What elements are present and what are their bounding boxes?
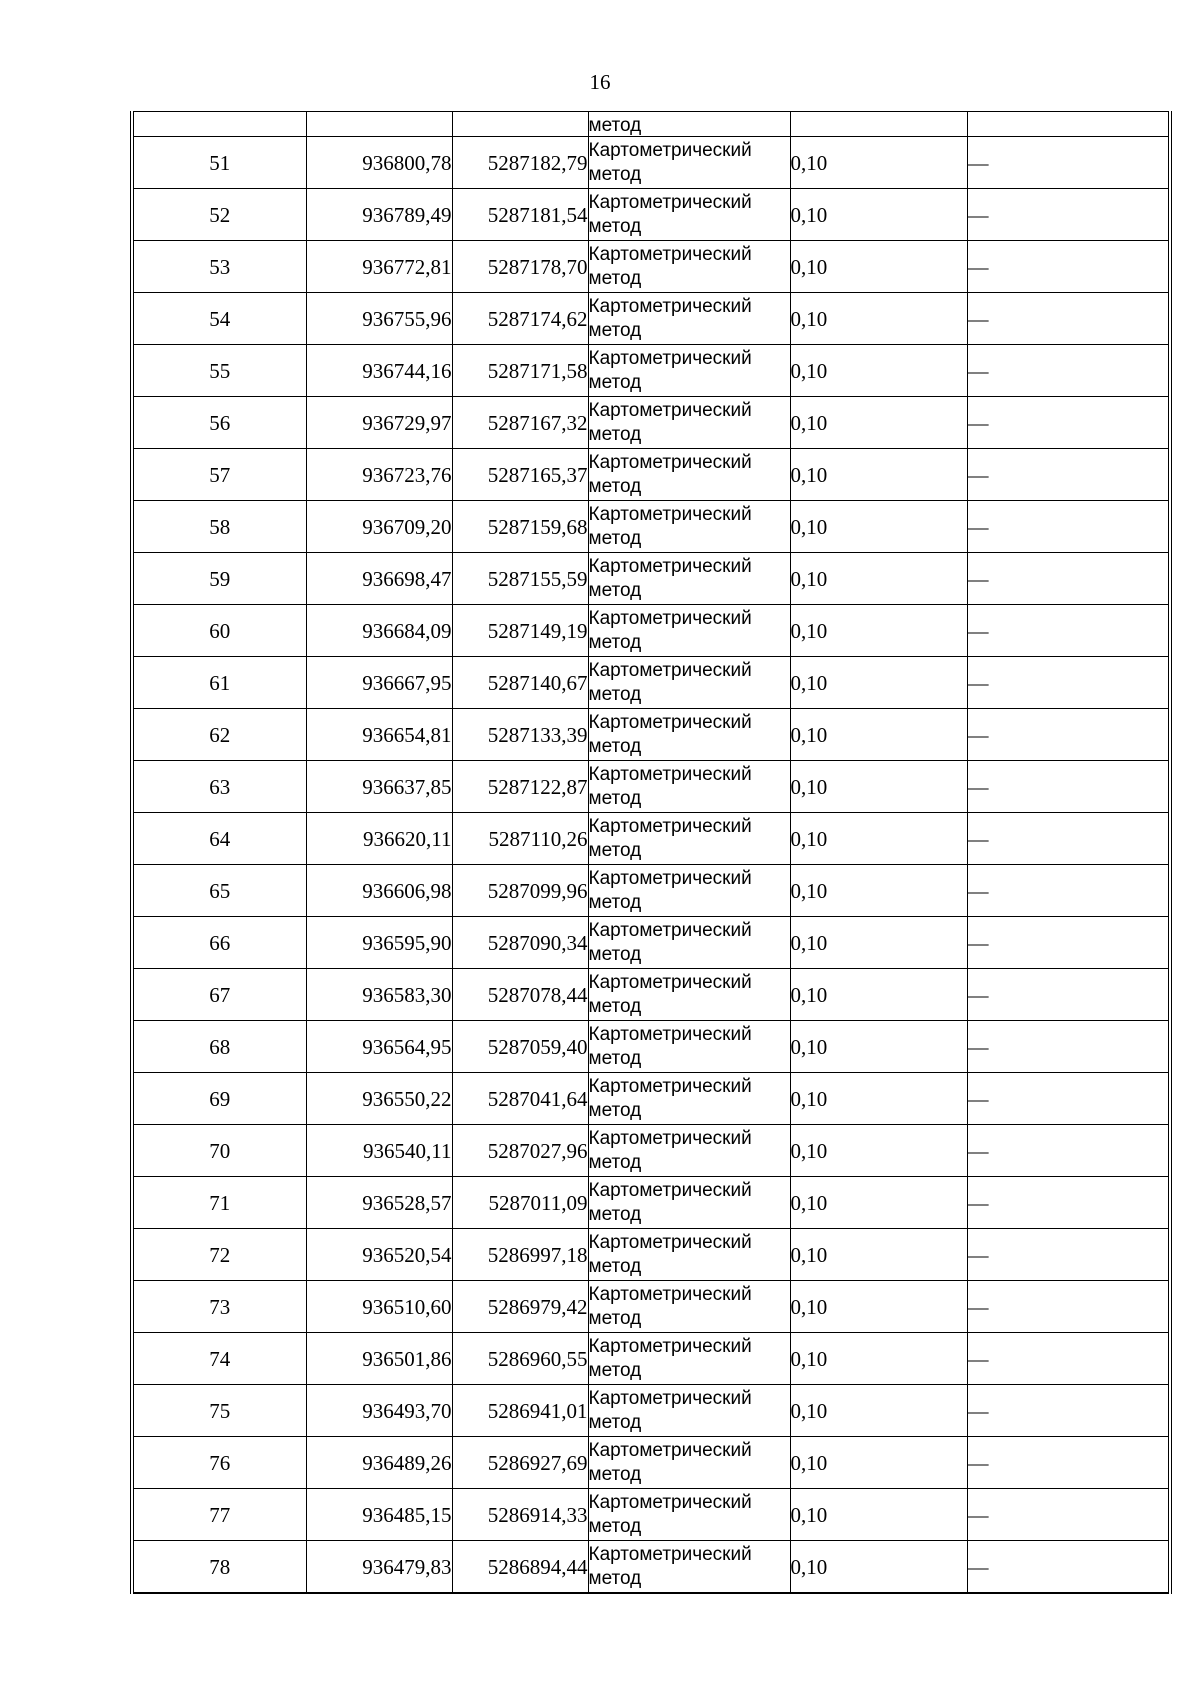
method-line-1: Картометрический	[588, 399, 752, 421]
cell-coordinate-x: 936723,76	[306, 449, 452, 501]
method-line-1: Картометрический	[588, 1439, 752, 1461]
cell-method	[588, 605, 790, 657]
cell-coordinate-x: 936772,81	[306, 241, 452, 293]
method-line-2: метод	[588, 1151, 642, 1173]
cell-coordinate-y: 5287090,34	[452, 917, 588, 969]
cell-point-number: 66	[132, 917, 306, 969]
method-line-1: Картометрический	[588, 1231, 752, 1253]
cell-coordinate-y: 5287099,96	[452, 865, 588, 917]
cell-point-number: 70	[132, 1125, 306, 1177]
cell-point-number: 62	[132, 709, 306, 761]
cell-coordinate-y: 5287149,19	[452, 605, 588, 657]
method-line-1: Картометрический	[588, 659, 752, 681]
cell-point-number: 73	[132, 1281, 306, 1333]
cell-point-number: 64	[132, 813, 306, 865]
method-line-1: Картометрический	[588, 347, 752, 369]
method-line-2: метод	[588, 1255, 642, 1277]
method-line-1: Картометрический	[588, 503, 752, 525]
cell-coordinate-x: 936564,95	[306, 1021, 452, 1073]
cell-precision: 0,10	[790, 761, 967, 813]
cell-precision: 0,10	[790, 1073, 967, 1125]
method-line-2: метод	[588, 1203, 642, 1225]
cell-coordinate-y: 5286914,33	[452, 1489, 588, 1541]
method-line-2: метод	[588, 475, 642, 497]
cell-point-number: 69	[132, 1073, 306, 1125]
cell-precision: 0,10	[790, 813, 967, 865]
method-line-1: Картометрический	[588, 815, 752, 837]
table-row	[132, 605, 1170, 657]
cell-coordinate-x: 936489,26	[306, 1437, 452, 1489]
cell-coordinate-x: 936800,78	[306, 137, 452, 189]
cell-precision: 0,10	[790, 657, 967, 709]
method-line-2: метод	[588, 423, 642, 445]
cell-coordinate-y: 5287165,37	[452, 449, 588, 501]
cell-method	[588, 1229, 790, 1281]
cell-point-number: 53	[132, 241, 306, 293]
cell-coordinate-x: 936684,09	[306, 605, 452, 657]
cell-precision: 0,10	[790, 917, 967, 969]
cell-coordinate-x: 936485,15	[306, 1489, 452, 1541]
cell-point-number: 68	[132, 1021, 306, 1073]
cell-precision: 0,10	[790, 1437, 967, 1489]
method-line-1: Картометрический	[588, 191, 752, 213]
method-line-1: Картометрический	[588, 1491, 752, 1513]
cell-method	[588, 969, 790, 1021]
method-line-2: метод	[588, 215, 642, 237]
cell-point-number: 60	[132, 605, 306, 657]
cell-method	[588, 657, 790, 709]
table-row	[132, 1229, 1170, 1281]
coordinates-table	[130, 111, 1172, 1594]
cell-method	[588, 865, 790, 917]
cell-note: —	[967, 1385, 1170, 1437]
method-line-2: метод	[588, 527, 642, 549]
cell-note: —	[967, 1281, 1170, 1333]
cell-coordinate-y: 5287155,59	[452, 553, 588, 605]
method-line-2: метод	[588, 995, 642, 1017]
cell-coordinate-x: 936698,47	[306, 553, 452, 605]
table-row	[132, 1281, 1170, 1333]
page-number: 16	[589, 70, 611, 94]
cell-method	[588, 813, 790, 865]
cell-note: —	[967, 1021, 1170, 1073]
cell-method	[588, 1125, 790, 1177]
method-line-1: Картометрический	[588, 139, 752, 161]
cell-coordinate-y: 5287027,96	[452, 1125, 588, 1177]
cell-note: —	[967, 1541, 1170, 1594]
cell-coordinate-x: 936528,57	[306, 1177, 452, 1229]
cell-note: —	[967, 969, 1170, 1021]
cell-point-number: 63	[132, 761, 306, 813]
cell-precision: 0,10	[790, 501, 967, 553]
cell-note: —	[967, 397, 1170, 449]
cell-method	[588, 553, 790, 605]
method-line-1: Картометрический	[588, 243, 752, 265]
cell-note: —	[967, 1229, 1170, 1281]
table-row	[132, 293, 1170, 345]
cell-point-number: 72	[132, 1229, 306, 1281]
table-row	[132, 1125, 1170, 1177]
method-line-2: метод	[588, 319, 642, 341]
cell-coordinate-y: 5287140,67	[452, 657, 588, 709]
cell-coordinate-y: 5287178,70	[452, 241, 588, 293]
cell-note: —	[967, 1177, 1170, 1229]
method-line-2: метод	[588, 1463, 642, 1485]
cell-point-number: 56	[132, 397, 306, 449]
method-line-2: метод	[588, 1359, 642, 1381]
cell-coordinate-y: 5286997,18	[452, 1229, 588, 1281]
cell-coordinate-x: 936755,96	[306, 293, 452, 345]
cell-precision: 0,10	[790, 553, 967, 605]
cell-coordinate-x: 936501,86	[306, 1333, 452, 1385]
cell-coordinate-x: 936637,85	[306, 761, 452, 813]
method-line-1: Картометрический	[588, 451, 752, 473]
cell-note	[967, 112, 1170, 137]
cell-note: —	[967, 813, 1170, 865]
table-row	[132, 397, 1170, 449]
cell-coordinate-y: 5287174,62	[452, 293, 588, 345]
method-line-2: метод	[588, 1047, 642, 1069]
cell-method	[588, 1541, 790, 1594]
method-line-1: Картометрический	[588, 711, 752, 733]
cell-note: —	[967, 293, 1170, 345]
cell-point-number: 74	[132, 1333, 306, 1385]
cell-point-number: 78	[132, 1541, 306, 1594]
cell-point-number	[132, 112, 306, 137]
cell-precision: 0,10	[790, 293, 967, 345]
cell-coordinate-x: 936493,70	[306, 1385, 452, 1437]
cell-method	[588, 1437, 790, 1489]
cell-point-number: 52	[132, 189, 306, 241]
cell-precision: 0,10	[790, 397, 967, 449]
cell-note: —	[967, 1437, 1170, 1489]
cell-point-number: 67	[132, 969, 306, 1021]
cell-precision: 0,10	[790, 1281, 967, 1333]
cell-coordinate-x: 936667,95	[306, 657, 452, 709]
cell-method	[588, 1021, 790, 1073]
cell-coordinate-y: 5287110,26	[452, 813, 588, 865]
table-row	[132, 917, 1170, 969]
cell-method	[588, 1073, 790, 1125]
method-line-1: Картометрический	[588, 1283, 752, 1305]
cell-coordinate-y: 5286960,55	[452, 1333, 588, 1385]
cell-coordinate-x: 936540,11	[306, 1125, 452, 1177]
cell-point-number: 57	[132, 449, 306, 501]
cell-method	[588, 1177, 790, 1229]
method-line-1: Картометрический	[588, 971, 752, 993]
cell-method	[588, 1489, 790, 1541]
cell-note: —	[967, 709, 1170, 761]
cell-coordinate-y: 5287167,32	[452, 397, 588, 449]
method-line-1: Картометрический	[588, 1127, 752, 1149]
cell-coordinate-y: 5287059,40	[452, 1021, 588, 1073]
table-row	[132, 189, 1170, 241]
table-row	[132, 1385, 1170, 1437]
table-row	[132, 813, 1170, 865]
method-line-2: метод	[588, 735, 642, 757]
method-line-1: Картометрический	[588, 1543, 752, 1565]
cell-note: —	[967, 761, 1170, 813]
cell-coordinate-y: 5287133,39	[452, 709, 588, 761]
cell-note: —	[967, 1073, 1170, 1125]
cell-coordinate-y: 5286927,69	[452, 1437, 588, 1489]
cell-precision: 0,10	[790, 709, 967, 761]
method-line-1: Картометрический	[588, 1387, 752, 1409]
method-line-1: Картометрический	[588, 919, 752, 941]
cell-coordinate-x: 936654,81	[306, 709, 452, 761]
cell-point-number: 61	[132, 657, 306, 709]
cell-precision: 0,10	[790, 605, 967, 657]
cell-coordinate-y: 5287122,87	[452, 761, 588, 813]
cell-point-number: 51	[132, 137, 306, 189]
table-row	[132, 1333, 1170, 1385]
method-line-2: метод	[588, 267, 642, 289]
cell-note: —	[967, 189, 1170, 241]
cell-method	[588, 449, 790, 501]
cell-method	[588, 345, 790, 397]
table-row	[132, 761, 1170, 813]
method-line-2: метод	[588, 683, 642, 705]
cell-note: —	[967, 241, 1170, 293]
cell-note: —	[967, 1489, 1170, 1541]
cell-note: —	[967, 917, 1170, 969]
cell-method	[588, 501, 790, 553]
table-row	[132, 449, 1170, 501]
method-line-2: метод	[588, 1515, 642, 1537]
cell-precision: 0,10	[790, 1385, 967, 1437]
cell-method	[588, 917, 790, 969]
method-line-1: Картометрический	[588, 1335, 752, 1357]
table-row	[132, 1489, 1170, 1541]
cell-coordinate-x: 936744,16	[306, 345, 452, 397]
cell-coordinate-y: 5287078,44	[452, 969, 588, 1021]
method-line-2: метод	[588, 891, 642, 913]
cell-coordinate-y: 5286941,01	[452, 1385, 588, 1437]
cell-point-number: 55	[132, 345, 306, 397]
cell-note: —	[967, 553, 1170, 605]
cell-note: —	[967, 605, 1170, 657]
cell-coordinate-y: 5286894,44	[452, 1541, 588, 1594]
cell-note: —	[967, 1333, 1170, 1385]
cell-precision: 0,10	[790, 137, 967, 189]
cell-coordinate-x: 936789,49	[306, 189, 452, 241]
cell-note: —	[967, 449, 1170, 501]
cell-precision: 0,10	[790, 1021, 967, 1073]
cell-method	[588, 397, 790, 449]
cell-coordinate-y: 5287159,68	[452, 501, 588, 553]
cell-coordinate-x: 936709,20	[306, 501, 452, 553]
table-row	[132, 1177, 1170, 1229]
method-line-1: Картометрический	[588, 763, 752, 785]
cell-precision	[790, 112, 967, 137]
cell-point-number: 59	[132, 553, 306, 605]
cell-note: —	[967, 137, 1170, 189]
continuation-row	[132, 112, 1170, 137]
cell-y	[452, 112, 588, 137]
cell-precision: 0,10	[790, 1333, 967, 1385]
table-row	[132, 1073, 1170, 1125]
cell-point-number: 58	[132, 501, 306, 553]
method-line-2: метод	[588, 1411, 642, 1433]
cell-method	[588, 1333, 790, 1385]
cell-point-number: 65	[132, 865, 306, 917]
method-line-1: Картометрический	[588, 1023, 752, 1045]
cell-precision: 0,10	[790, 345, 967, 397]
table-row	[132, 657, 1170, 709]
method-line-2: метод	[588, 631, 642, 653]
cell-method	[588, 112, 790, 137]
cell-coordinate-x: 936550,22	[306, 1073, 452, 1125]
method-line-2: метод	[588, 579, 642, 601]
cell-method	[588, 1281, 790, 1333]
method-line-1: Картометрический	[588, 295, 752, 317]
method-line-2: метод	[588, 371, 642, 393]
cell-precision: 0,10	[790, 189, 967, 241]
cell-method	[588, 1385, 790, 1437]
cell-method	[588, 137, 790, 189]
cell-method	[588, 189, 790, 241]
cell-coordinate-x: 936729,97	[306, 397, 452, 449]
method-line-2: метод	[588, 787, 642, 809]
method-line-1: Картометрический	[588, 555, 752, 577]
coordinates-table-body	[132, 112, 1170, 1594]
cell-method	[588, 761, 790, 813]
table-row	[132, 1541, 1170, 1594]
method-line-2: метод	[588, 1099, 642, 1121]
cell-method	[588, 709, 790, 761]
cell-point-number: 54	[132, 293, 306, 345]
method-line-2: метод	[588, 163, 642, 185]
cell-precision: 0,10	[790, 969, 967, 1021]
cell-coordinate-y: 5287041,64	[452, 1073, 588, 1125]
cell-precision: 0,10	[790, 449, 967, 501]
cell-precision: 0,10	[790, 1489, 967, 1541]
cell-method	[588, 293, 790, 345]
cell-note: —	[967, 1125, 1170, 1177]
method-line-2: метод	[588, 1307, 642, 1329]
table-row	[132, 241, 1170, 293]
table-row	[132, 553, 1170, 605]
cell-coordinate-y: 5287011,09	[452, 1177, 588, 1229]
cell-coordinate-y: 5286979,42	[452, 1281, 588, 1333]
cell-precision: 0,10	[790, 1125, 967, 1177]
method-tail: метод	[588, 115, 642, 136]
cell-precision: 0,10	[790, 1541, 967, 1594]
method-line-2: метод	[588, 839, 642, 861]
table-row	[132, 709, 1170, 761]
cell-precision: 0,10	[790, 241, 967, 293]
cell-point-number: 76	[132, 1437, 306, 1489]
cell-x	[306, 112, 452, 137]
cell-note: —	[967, 657, 1170, 709]
cell-point-number: 75	[132, 1385, 306, 1437]
cell-coordinate-x: 936620,11	[306, 813, 452, 865]
cell-precision: 0,10	[790, 1177, 967, 1229]
method-line-1: Картометрический	[588, 607, 752, 629]
method-line-1: Картометрический	[588, 1075, 752, 1097]
cell-coordinate-x: 936606,98	[306, 865, 452, 917]
table-row	[132, 1437, 1170, 1489]
cell-coordinate-x: 936479,83	[306, 1541, 452, 1594]
table-row	[132, 345, 1170, 397]
cell-coordinate-x: 936583,30	[306, 969, 452, 1021]
method-line-2: метод	[588, 1567, 642, 1589]
cell-coordinate-x: 936510,60	[306, 1281, 452, 1333]
table-row	[132, 137, 1170, 189]
cell-method	[588, 241, 790, 293]
cell-coordinate-y: 5287182,79	[452, 137, 588, 189]
method-line-1: Картометрический	[588, 867, 752, 889]
cell-note: —	[967, 345, 1170, 397]
table-row	[132, 969, 1170, 1021]
cell-point-number: 71	[132, 1177, 306, 1229]
method-line-1: Картометрический	[588, 1179, 752, 1201]
cell-precision: 0,10	[790, 1229, 967, 1281]
cell-note: —	[967, 865, 1170, 917]
table-row	[132, 865, 1170, 917]
table-row	[132, 1021, 1170, 1073]
cell-precision: 0,10	[790, 865, 967, 917]
cell-note: —	[967, 501, 1170, 553]
method-line-2: метод	[588, 943, 642, 965]
cell-point-number: 77	[132, 1489, 306, 1541]
cell-coordinate-y: 5287171,58	[452, 345, 588, 397]
cell-coordinate-y: 5287181,54	[452, 189, 588, 241]
cell-coordinate-x: 936520,54	[306, 1229, 452, 1281]
cell-coordinate-x: 936595,90	[306, 917, 452, 969]
table-row	[132, 501, 1170, 553]
